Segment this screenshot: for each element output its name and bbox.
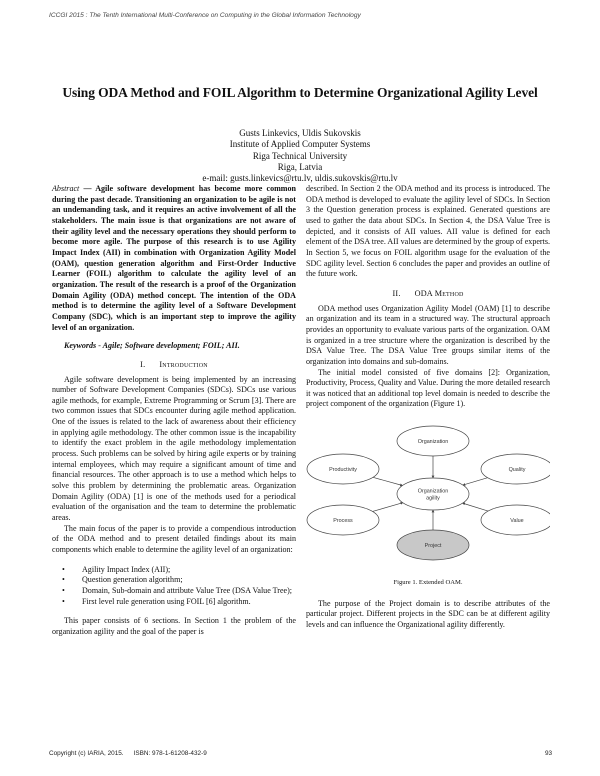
arrow-process-to-center xyxy=(373,503,403,512)
arrow-value-to-center xyxy=(463,503,489,511)
section-heading-introduction xyxy=(52,360,296,371)
node-process-label: Process xyxy=(333,518,353,525)
node-project xyxy=(397,530,469,560)
affiliation-university: Riga Technical University xyxy=(252,150,348,161)
abstract-label: Abstract xyxy=(52,184,80,193)
paper-title: Using ODA Method and FOIL Algorithm to Determine Organizational Agility Level xyxy=(62,85,538,100)
section-number: I. xyxy=(140,359,146,369)
author-names: Gusts Linkevics, Uldis Sukovskis xyxy=(239,128,361,138)
isbn-text: ISBN: 978-1-61208-432-9 xyxy=(133,750,207,757)
node-organization-agility-label: agility xyxy=(426,495,440,502)
section-title: Introduction xyxy=(159,359,208,369)
intro-paragraph-1: Agile software development is being implemented by an increasing number of Software Development Companies (SDCs). SDCs use various agile methods, for example, Extreme Programming or Scrum [3]. There are two common issues that SDCs encounter during agile method application. One of the issues is related to the lack of awareness about their efficiency in applying agile methodology. The other common issue is the incapability to identify the exact problem in the agile methodology implementation process. Such problems can be solved by hiring agile experts or by training internal employees, which may require a significant amount of time and financial resources. The other approach is to use a method which helps to solve this problem by determining the problematic areas. Organization Domain Agility (ODA) [1] is one of the methods used for a periodical evaluation of the organisation and the team to determine the problematic areas. xyxy=(52,374,296,523)
oda-paragraph-2: The initial model consisted of five domains [2]: Organization, Productivity, Process, Quality and Value. During the more detailed research it was noticed that an additional top level domain is needed to describe the project component of the organization (Figure 1). xyxy=(306,367,550,409)
running-header: ICCGI 2015 : The Tenth International Multi-Conference on Computing in the Global Information Technology xyxy=(49,12,361,19)
node-value-label: Value xyxy=(510,518,524,525)
arrow-quality-to-center xyxy=(463,478,488,485)
list-item: • Domain, Sub-domain and attribute Value Tree (DSA Value Tree); xyxy=(52,586,296,597)
node-project-label: Project xyxy=(424,543,442,550)
copyright-text: Copyright (c) IARIA, 2015. xyxy=(49,750,124,757)
figure-caption: Figure 1. Extended OAM. xyxy=(393,579,463,587)
node-organization-label: Organization xyxy=(417,439,449,446)
arrow-productivity-to-center xyxy=(373,477,403,485)
keywords: Keywords - Agile; Software development; FOIL; AII. xyxy=(64,341,240,351)
node-organization-agility xyxy=(397,478,469,510)
list-item: • First level rule generation using FOIL [6] algorithm. xyxy=(52,597,296,608)
oda-paragraph-3: The purpose of the Project domain is to describe attributes of the particular project. Different projects in the SDC can be at different agility levels and can influence the Organizational agility differently. xyxy=(306,598,550,630)
diagram-nodes xyxy=(307,426,550,560)
page-number: 93 xyxy=(545,750,553,757)
node-quality-label: Quality xyxy=(508,467,526,474)
list-item: • Question generation algorithm; xyxy=(52,575,296,586)
abstract-text: Agile software development has become more common during the past decade. Transitioning an organization to be agile is not an undemanding task, and it requires an active involvement of all the stakeholders. The main issue is that organizations are not aware of their agility level and the necessary operations they should perform to become more agile. The purpose of this research is to use Agility Impact Index (AII) in combination with Organization Agility Model (OAM), question generation algorithm and First-Order Inductive Learner (FOIL) algorithm to calculate the agility level of an organization. The result of the research is a proof of the Organization Domain Agility (ODA) method concept. The intention of the ODA method is to determine the agility level of a Software Development Company (SDC), which is an important step to improve the agility level of an organization. xyxy=(52,184,296,332)
node-organization-agility-label: Organization xyxy=(417,488,449,495)
abstract xyxy=(52,184,296,333)
abstract-dash: — xyxy=(79,184,96,193)
component-list xyxy=(52,565,296,608)
author-block xyxy=(0,128,600,184)
author-emails: e-mail: gusts.linkevics@rtu.lv, uldis.sukovskis@rtu.lv xyxy=(202,173,398,184)
left-column xyxy=(52,184,296,638)
footer-copyright xyxy=(49,750,207,757)
section-heading-oda-method xyxy=(306,289,550,300)
section-title: ODA Method xyxy=(414,288,464,298)
node-productivity-label: Productivity xyxy=(329,467,357,474)
affiliation-location: Riga, Latvia xyxy=(277,161,323,172)
right-column xyxy=(306,184,550,631)
intro-paragraph-3: This paper consists of 6 sections. In Section 1 the problem of the organization agility and the goal of the paper is xyxy=(52,616,296,636)
node-productivity xyxy=(307,454,379,484)
node-process xyxy=(307,505,379,535)
node-value xyxy=(481,505,550,535)
list-item: • Agility Impact Index (AII); xyxy=(52,565,296,576)
affiliation-institute: Institute of Applied Computer Systems xyxy=(229,139,371,150)
section-number: II. xyxy=(392,288,401,298)
oda-paragraph-1: ODA method uses Organization Agility Model (OAM) [1] to describe an organization and its team in a structured way. The structural approach provides an opportunity to evaluate various parts of the organization. OAM is organized in a tree structure where the organization is described by the DSA Value Tree. The DSA Value Tree groups similar items of the organization into domains and sub-domains. xyxy=(306,303,550,366)
figure-extended-oam xyxy=(306,424,550,564)
node-organization xyxy=(397,426,469,456)
node-quality xyxy=(481,454,550,484)
intro-paragraph-2: The main focus of the paper is to provide a compendious introduction of the ODA method and to present detailed findings about its main components which enable to determine the agility level of an organization: xyxy=(52,523,296,554)
intro-paragraph-3-continued: described. In Section 2 the ODA method and its process is introduced. The ODA method is developed to evaluate the agility level of SDCs. In Section 3 the Question generation process is explained. Generated questions are used to gather the data about SDCs. In Section 4, the DSA Value Tree is depicted, and it consists of AII values. AII value is defined for each element of the DSA tree. AII values are determined by the group of experts. In Section 5, we focus on FOIL algorithm usage for the evaluation of the SDC agility level. Section 6 concludes the paper and provides an outline of the future work. xyxy=(306,184,550,279)
oam-diagram xyxy=(306,424,550,564)
